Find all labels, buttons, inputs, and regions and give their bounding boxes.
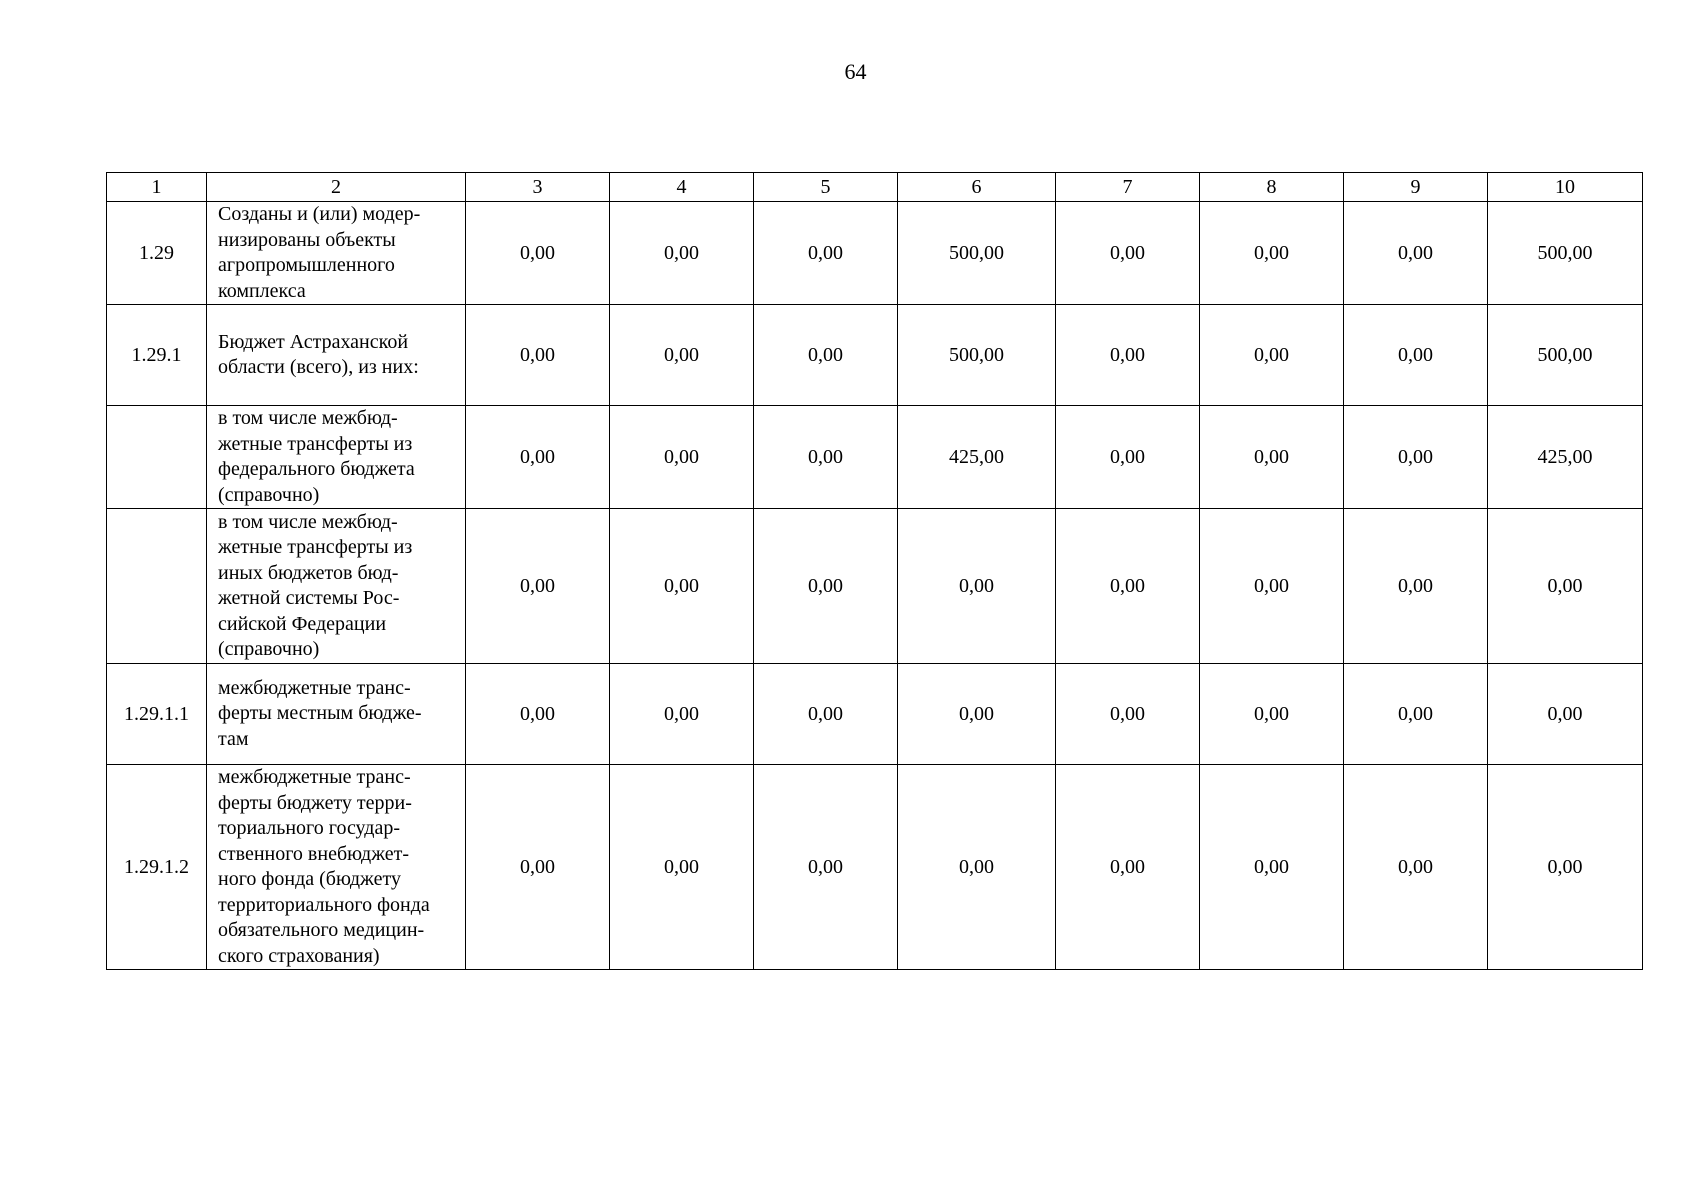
value-cell: 0,00 xyxy=(1344,664,1488,765)
value-cell: 500,00 xyxy=(898,202,1056,305)
row-description: Созданы и (или) модер- низированы объекты агропромышленного комплекса xyxy=(207,202,466,305)
column-header: 6 xyxy=(898,173,1056,202)
column-header: 1 xyxy=(107,173,207,202)
column-header: 9 xyxy=(1344,173,1488,202)
value-cell: 0,00 xyxy=(1056,664,1200,765)
header-row xyxy=(107,173,1643,202)
value-cell: 0,00 xyxy=(610,406,754,509)
column-header: 10 xyxy=(1488,173,1643,202)
value-cell: 0,00 xyxy=(610,509,754,664)
value-cell: 0,00 xyxy=(1056,509,1200,664)
row-code: 1.29.1 xyxy=(107,305,207,406)
value-cell: 0,00 xyxy=(1344,202,1488,305)
value-cell: 0,00 xyxy=(466,664,610,765)
value-cell: 0,00 xyxy=(1344,406,1488,509)
value-cell: 500,00 xyxy=(898,305,1056,406)
value-cell: 0,00 xyxy=(1488,765,1643,970)
value-cell: 0,00 xyxy=(754,406,898,509)
row-code xyxy=(107,406,207,509)
value-cell: 0,00 xyxy=(754,202,898,305)
value-cell: 0,00 xyxy=(1344,509,1488,664)
budget-table xyxy=(106,172,1643,970)
value-cell: 0,00 xyxy=(610,664,754,765)
row-description: межбюджетные транс- ферты местным бюдже- там xyxy=(207,664,466,765)
row-code: 1.29 xyxy=(107,202,207,305)
value-cell: 0,00 xyxy=(466,305,610,406)
table-row xyxy=(107,509,1643,664)
row-description: межбюджетные транс- ферты бюджету терри- ториального государ- ственного внебюджет- ного фонда (бюджету территориального фонда обязательного медицин- ского страхования) xyxy=(207,765,466,970)
value-cell: 0,00 xyxy=(466,509,610,664)
value-cell: 0,00 xyxy=(1200,765,1344,970)
table-row xyxy=(107,406,1643,509)
value-cell: 500,00 xyxy=(1488,305,1643,406)
value-cell: 0,00 xyxy=(1056,202,1200,305)
value-cell: 0,00 xyxy=(466,406,610,509)
column-header: 5 xyxy=(754,173,898,202)
value-cell: 0,00 xyxy=(898,664,1056,765)
value-cell: 0,00 xyxy=(610,202,754,305)
value-cell: 0,00 xyxy=(1200,509,1344,664)
row-code xyxy=(107,509,207,664)
column-header: 3 xyxy=(466,173,610,202)
page-number: 64 xyxy=(844,59,867,84)
value-cell: 0,00 xyxy=(466,202,610,305)
column-header: 2 xyxy=(207,173,466,202)
value-cell: 0,00 xyxy=(466,765,610,970)
value-cell: 0,00 xyxy=(754,664,898,765)
value-cell: 0,00 xyxy=(1344,765,1488,970)
value-cell: 0,00 xyxy=(1200,305,1344,406)
row-description: в том числе межбюд- жетные трансферты из федерального бюджета (справочно) xyxy=(207,406,466,509)
value-cell: 0,00 xyxy=(1056,765,1200,970)
column-header: 4 xyxy=(610,173,754,202)
row-description: в том числе межбюд- жетные трансферты из иных бюджетов бюд- жетной системы Рос- сийской Федерации (справочно) xyxy=(207,509,466,664)
row-description: Бюджет Астраханской области (всего), из них: xyxy=(207,305,466,406)
value-cell: 500,00 xyxy=(1488,202,1643,305)
value-cell: 0,00 xyxy=(1056,406,1200,509)
column-header: 8 xyxy=(1200,173,1344,202)
value-cell: 0,00 xyxy=(898,765,1056,970)
value-cell: 0,00 xyxy=(754,509,898,664)
column-header: 7 xyxy=(1056,173,1200,202)
value-cell: 0,00 xyxy=(754,765,898,970)
value-cell: 425,00 xyxy=(1488,406,1643,509)
table-row xyxy=(107,305,1643,406)
value-cell: 0,00 xyxy=(898,509,1056,664)
value-cell: 0,00 xyxy=(1200,664,1344,765)
value-cell: 0,00 xyxy=(610,765,754,970)
value-cell: 425,00 xyxy=(898,406,1056,509)
value-cell: 0,00 xyxy=(754,305,898,406)
value-cell: 0,00 xyxy=(1488,664,1643,765)
row-code: 1.29.1.2 xyxy=(107,765,207,970)
table-row xyxy=(107,765,1643,970)
value-cell: 0,00 xyxy=(1344,305,1488,406)
value-cell: 0,00 xyxy=(1056,305,1200,406)
value-cell: 0,00 xyxy=(1200,202,1344,305)
value-cell: 0,00 xyxy=(1488,509,1643,664)
value-cell: 0,00 xyxy=(1200,406,1344,509)
table-row xyxy=(107,202,1643,305)
row-code: 1.29.1.1 xyxy=(107,664,207,765)
table-row xyxy=(107,664,1643,765)
value-cell: 0,00 xyxy=(610,305,754,406)
